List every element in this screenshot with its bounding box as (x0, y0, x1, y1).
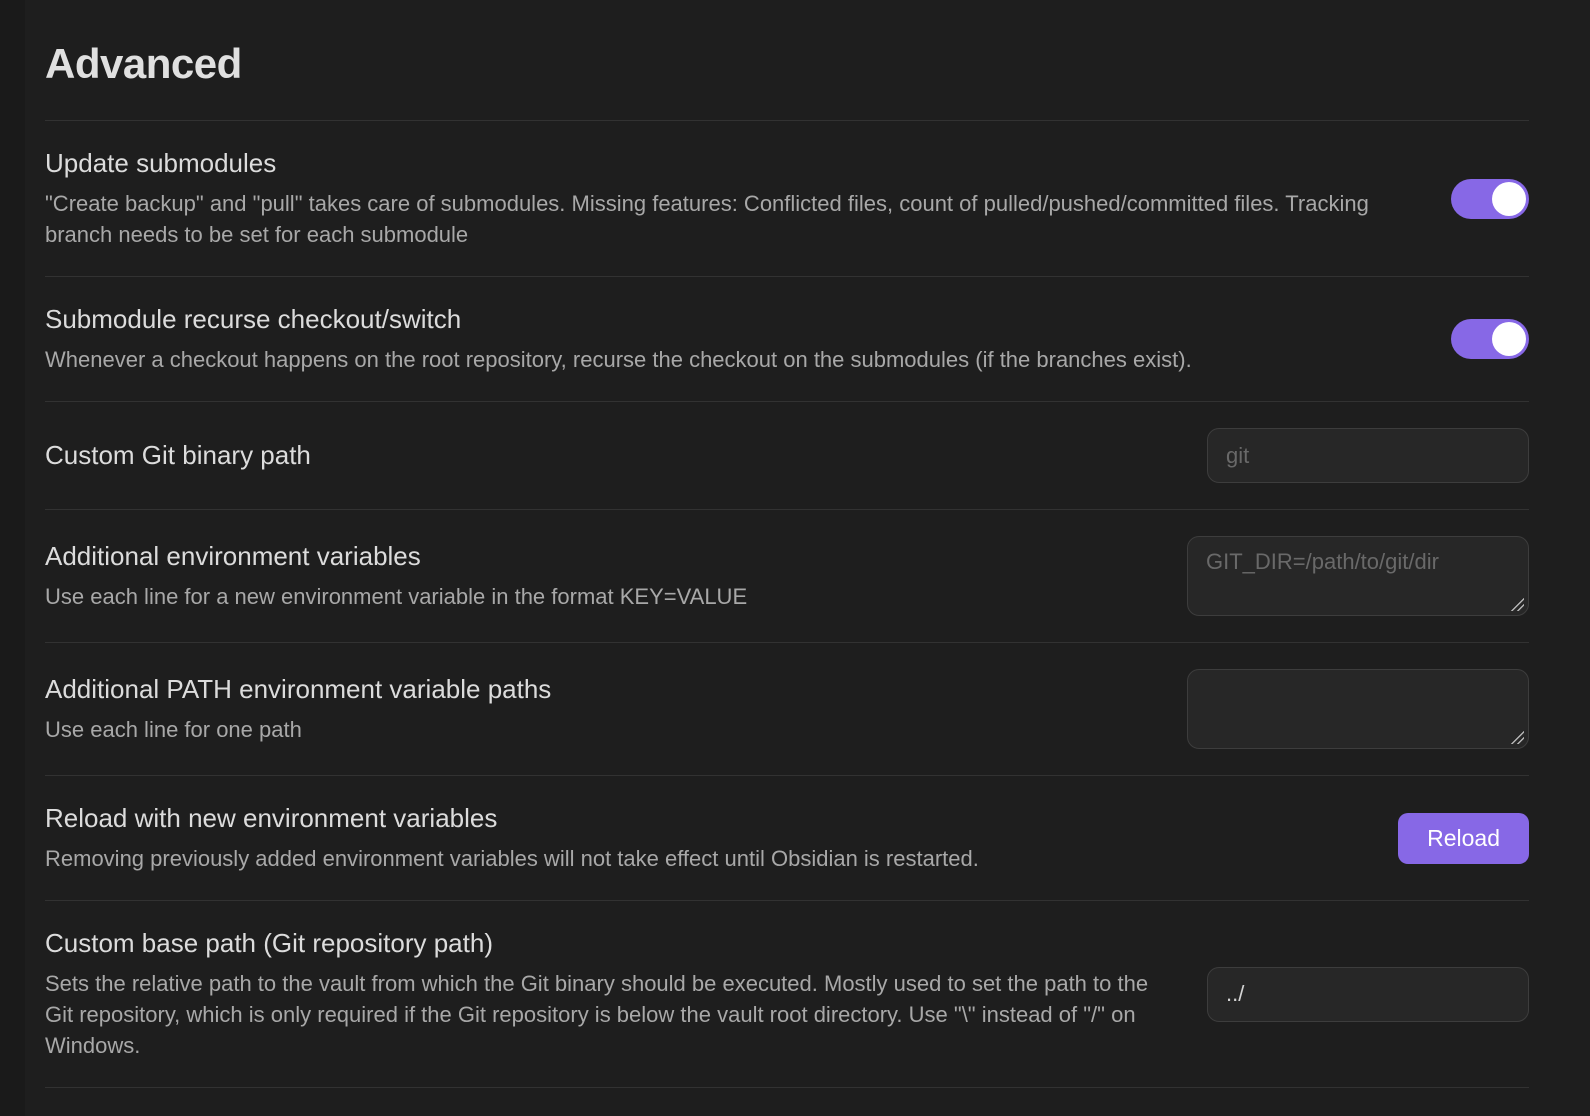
setting-submodule-recurse-checkout (45, 276, 1529, 401)
setting-update-submodules (45, 120, 1529, 276)
setting-custom-base-path (45, 900, 1529, 1088)
setting-name: Update submodules (45, 148, 277, 178)
setting-name: Custom Git binary path (45, 440, 311, 470)
setting-info (45, 303, 1421, 375)
page-title: Advanced (45, 40, 242, 87)
setting-control (1187, 669, 1529, 749)
setting-name: Additional environment variables (45, 541, 421, 571)
setting-name: Custom base path (Git repository path) (45, 928, 493, 958)
textarea-wrap (1187, 536, 1529, 616)
toggle-knob (1492, 322, 1526, 356)
setting-name: Additional PATH environment variable paths (45, 674, 552, 704)
setting-description: Sets the relative path to the vault from which the Git binary should be executed. Mostly used to set the path to the Git repository, which is only required if the Git repository is below the vault root directory. Use "\" instead of "/" on Windows. (45, 971, 1149, 1058)
setting-control (1451, 319, 1529, 359)
setting-description: "Create backup" and "pull" takes care of submodules. Missing features: Conflicted files, count of pulled/pushed/committed files. Tracking branch needs to be set for each submodule (45, 191, 1369, 247)
setting-reload-env-variables (45, 775, 1529, 900)
setting-additional-env-variables (45, 509, 1529, 642)
setting-name: Reload with new environment variables (45, 803, 498, 833)
setting-description: Use each line for a new environment variable in the format KEY=VALUE (45, 584, 748, 609)
submodule-recurse-toggle[interactable] (1451, 319, 1529, 359)
setting-info (45, 673, 1157, 745)
setting-description: Whenever a checkout happens on the root repository, recurse the checkout on the submodules (if the branches exist). (45, 347, 1192, 372)
setting-control (1187, 536, 1529, 616)
update-submodules-toggle[interactable] (1451, 179, 1529, 219)
resize-grip-icon[interactable] (1510, 730, 1524, 744)
textarea-wrap (1187, 669, 1529, 749)
setting-info (45, 540, 1157, 612)
setting-control (1207, 967, 1529, 1022)
custom-base-path-input[interactable] (1207, 967, 1529, 1022)
setting-name: Submodule recurse checkout/switch (45, 304, 462, 334)
resize-grip-icon[interactable] (1510, 597, 1524, 611)
reload-button[interactable]: Reload (1398, 813, 1529, 864)
setting-custom-git-binary-path (45, 401, 1529, 509)
setting-additional-path-env-paths (45, 642, 1529, 775)
setting-description: Removing previously added environment variables will not take effect until Obsidian is restarted. (45, 846, 979, 871)
setting-control (1451, 179, 1529, 219)
setting-description: Use each line for one path (45, 717, 302, 742)
toggle-knob (1492, 182, 1526, 216)
setting-info (45, 147, 1421, 250)
setting-control (1207, 428, 1529, 483)
setting-info (45, 927, 1177, 1061)
git-binary-path-input[interactable] (1207, 428, 1529, 483)
env-variables-textarea[interactable] (1187, 536, 1529, 616)
setting-control (1398, 813, 1529, 864)
path-env-paths-textarea[interactable] (1187, 669, 1529, 749)
setting-info (45, 802, 1368, 874)
setting-info (45, 439, 1177, 472)
